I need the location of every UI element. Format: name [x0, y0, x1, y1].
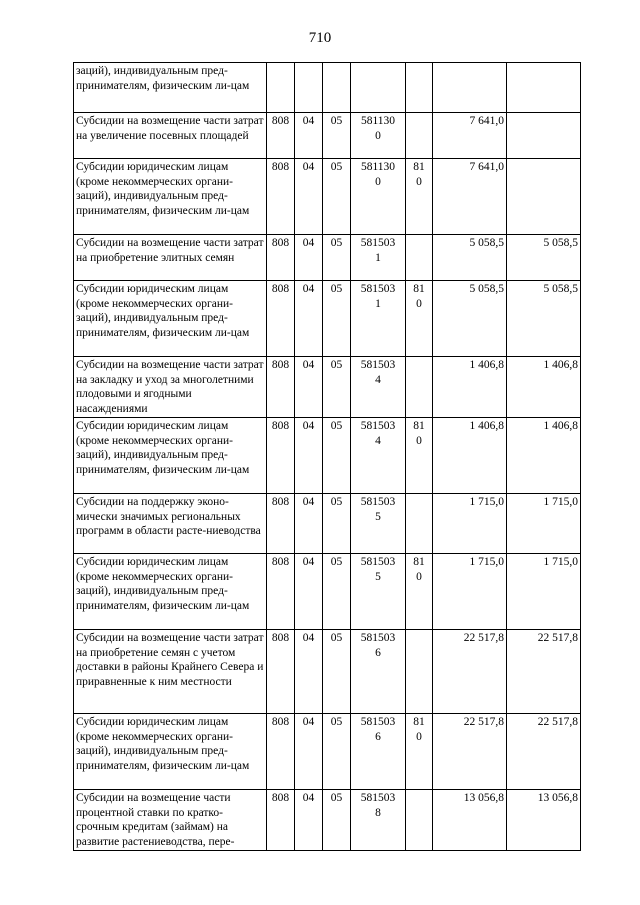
cell-csr [351, 630, 406, 714]
cell-rz: 04 [295, 554, 323, 630]
cell-vr [406, 554, 433, 630]
cell-csr-part: 581130 [360, 161, 396, 173]
cell-vr-part: 0 [416, 297, 422, 310]
cell-csr-part: 0 [375, 175, 381, 188]
cell-rz: 04 [295, 113, 323, 159]
cell-csr-part: 581503 [360, 283, 396, 295]
cell-rz: 04 [295, 235, 323, 281]
cell-vr-part: 0 [416, 570, 422, 583]
cell-sum-2: 1 406,8 [507, 357, 581, 418]
cell-csr-part: 5 [375, 510, 381, 523]
cell-sum-2: 1 715,0 [507, 554, 581, 630]
cell-csr-part: 581503 [360, 496, 396, 508]
cell-vr-part: 81 [413, 161, 425, 173]
cell-name: Субсидии юридическим лицам (кроме некоммерческих органи-заций), индивидуальным пред-принимателям, физическим ли-цам [74, 418, 267, 494]
cell-sum-2: 5 058,5 [507, 235, 581, 281]
cell-name: Субсидии на поддержку эконо-мически значимых региональных программ в области расте-ниеводства [74, 494, 267, 554]
cell-name: Субсидии юридическим лицам (кроме некоммерческих органи-заций), индивидуальным пред-принимателям, физическим ли-цам [74, 714, 267, 790]
cell-name: Субсидии на возмещение части процентной ставки по кратко-срочным кредитам (займам) на развитие растениеводства, пере- [74, 790, 267, 851]
cell-vr [406, 418, 433, 494]
cell-sum-1: 5 058,5 [433, 235, 507, 281]
cell-rz [295, 63, 323, 113]
cell-csr-part: 4 [375, 373, 381, 386]
cell-csr-part: 5 [375, 570, 381, 583]
cell-rz: 04 [295, 790, 323, 851]
cell-vr [406, 357, 433, 418]
cell-vr [406, 63, 433, 113]
table-row [74, 790, 581, 851]
cell-sum-2: 13 056,8 [507, 790, 581, 851]
cell-sum-1: 13 056,8 [433, 790, 507, 851]
cell-name: Субсидии на возмещение части затрат на закладку и уход за многолетними плодовыми и ягодными насаждениями [74, 357, 267, 418]
cell-name: Субсидии на возмещение части затрат на приобретение семян с учетом доставки в районы Крайнего Севера и приравненные к ним местности [74, 630, 267, 714]
table-row [74, 418, 581, 494]
cell-vr-part: 0 [416, 175, 422, 188]
cell-sum-1 [433, 63, 507, 113]
cell-pr: 05 [323, 357, 351, 418]
page-number: 710 [308, 30, 332, 46]
cell-csr [351, 418, 406, 494]
cell-csr-part: 1 [375, 297, 381, 310]
cell-name: Субсидии на возмещение части затрат на увеличение посевных площадей [74, 113, 267, 159]
cell-sum-2: 22 517,8 [507, 630, 581, 714]
table-row [74, 554, 581, 630]
cell-rz: 04 [295, 281, 323, 357]
cell-ved: 808 [267, 235, 295, 281]
cell-csr-part: 581503 [360, 716, 396, 728]
cell-vr [406, 159, 433, 235]
cell-vr [406, 235, 433, 281]
cell-sum-2: 5 058,5 [507, 281, 581, 357]
cell-ved: 808 [267, 494, 295, 554]
cell-vr-part: 81 [413, 283, 425, 295]
cell-pr: 05 [323, 630, 351, 714]
cell-csr-part: 8 [375, 806, 381, 819]
table-row [74, 357, 581, 418]
cell-csr-part: 4 [375, 434, 381, 447]
table-row [74, 494, 581, 554]
cell-vr [406, 113, 433, 159]
cell-ved: 808 [267, 630, 295, 714]
cell-ved: 808 [267, 357, 295, 418]
cell-csr [351, 113, 406, 159]
cell-csr [351, 63, 406, 113]
cell-vr-part: 0 [416, 434, 422, 447]
cell-csr [351, 554, 406, 630]
cell-ved: 808 [267, 159, 295, 235]
cell-ved: 808 [267, 418, 295, 494]
cell-name: заций), индивидуальным пред-принимателям, физическим ли-цам [74, 63, 267, 113]
table-row [74, 63, 581, 113]
cell-vr [406, 714, 433, 790]
cell-sum-2 [507, 113, 581, 159]
cell-rz: 04 [295, 714, 323, 790]
cell-vr-part: 81 [413, 556, 425, 568]
cell-ved: 808 [267, 790, 295, 851]
cell-csr [351, 714, 406, 790]
cell-pr: 05 [323, 159, 351, 235]
cell-pr: 05 [323, 281, 351, 357]
cell-rz: 04 [295, 630, 323, 714]
cell-sum-1: 7 641,0 [433, 159, 507, 235]
cell-name: Субсидии юридическим лицам (кроме некоммерческих органи-заций), индивидуальным пред-принимателям, физическим ли-цам [74, 281, 267, 357]
cell-vr-part: 81 [413, 420, 425, 432]
cell-rz: 04 [295, 494, 323, 554]
cell-name: Субсидии на возмещение части затрат на приобретение элитных семян [74, 235, 267, 281]
cell-pr: 05 [323, 418, 351, 494]
table-row [74, 630, 581, 714]
cell-sum-2: 1 406,8 [507, 418, 581, 494]
table-row [74, 714, 581, 790]
table-row [74, 159, 581, 235]
cell-pr: 05 [323, 235, 351, 281]
cell-vr-part: 81 [413, 716, 425, 728]
budget-table-body [74, 63, 581, 851]
table-row [74, 281, 581, 357]
cell-csr-part: 581503 [360, 420, 396, 432]
cell-sum-2 [507, 159, 581, 235]
cell-sum-1: 1 406,8 [433, 357, 507, 418]
cell-csr-part: 581503 [360, 792, 396, 804]
cell-sum-2: 22 517,8 [507, 714, 581, 790]
cell-csr-part: 1 [375, 251, 381, 264]
cell-rz: 04 [295, 159, 323, 235]
cell-csr-part: 6 [375, 646, 381, 659]
cell-pr: 05 [323, 714, 351, 790]
cell-sum-1: 5 058,5 [433, 281, 507, 357]
cell-vr-part: 0 [416, 730, 422, 743]
cell-csr-part: 581503 [360, 237, 396, 249]
cell-ved: 808 [267, 281, 295, 357]
cell-vr [406, 281, 433, 357]
cell-sum-1: 1 406,8 [433, 418, 507, 494]
cell-sum-2: 1 715,0 [507, 494, 581, 554]
cell-csr [351, 281, 406, 357]
cell-name: Субсидии юридическим лицам (кроме некоммерческих органи-заций), индивидуальным пред-принимателям, физическим ли-цам [74, 159, 267, 235]
cell-ved: 808 [267, 714, 295, 790]
cell-vr [406, 790, 433, 851]
cell-vr [406, 494, 433, 554]
cell-csr [351, 357, 406, 418]
cell-pr: 05 [323, 494, 351, 554]
cell-pr [323, 63, 351, 113]
cell-csr [351, 235, 406, 281]
table-row [74, 113, 581, 159]
cell-csr [351, 790, 406, 851]
budget-table [73, 62, 581, 851]
cell-vr [406, 630, 433, 714]
table-row [74, 235, 581, 281]
cell-csr-part: 0 [375, 129, 381, 142]
cell-csr-part: 581503 [360, 359, 396, 371]
cell-sum-1: 22 517,8 [433, 630, 507, 714]
cell-ved: 808 [267, 554, 295, 630]
cell-csr-part: 6 [375, 730, 381, 743]
cell-csr [351, 494, 406, 554]
cell-rz: 04 [295, 418, 323, 494]
cell-sum-1: 1 715,0 [433, 554, 507, 630]
cell-csr-part: 581503 [360, 556, 396, 568]
cell-sum-1: 1 715,0 [433, 494, 507, 554]
cell-sum-1: 7 641,0 [433, 113, 507, 159]
cell-name: Субсидии юридическим лицам (кроме некоммерческих органи-заций), индивидуальным пред-принимателям, физическим ли-цам [74, 554, 267, 630]
cell-csr [351, 159, 406, 235]
cell-csr-part: 581130 [360, 115, 396, 127]
cell-ved [267, 63, 295, 113]
cell-sum-1: 22 517,8 [433, 714, 507, 790]
cell-pr: 05 [323, 113, 351, 159]
cell-pr: 05 [323, 790, 351, 851]
cell-csr-part: 581503 [360, 632, 396, 644]
cell-rz: 04 [295, 357, 323, 418]
cell-pr: 05 [323, 554, 351, 630]
cell-ved: 808 [267, 113, 295, 159]
cell-sum-2 [507, 63, 581, 113]
